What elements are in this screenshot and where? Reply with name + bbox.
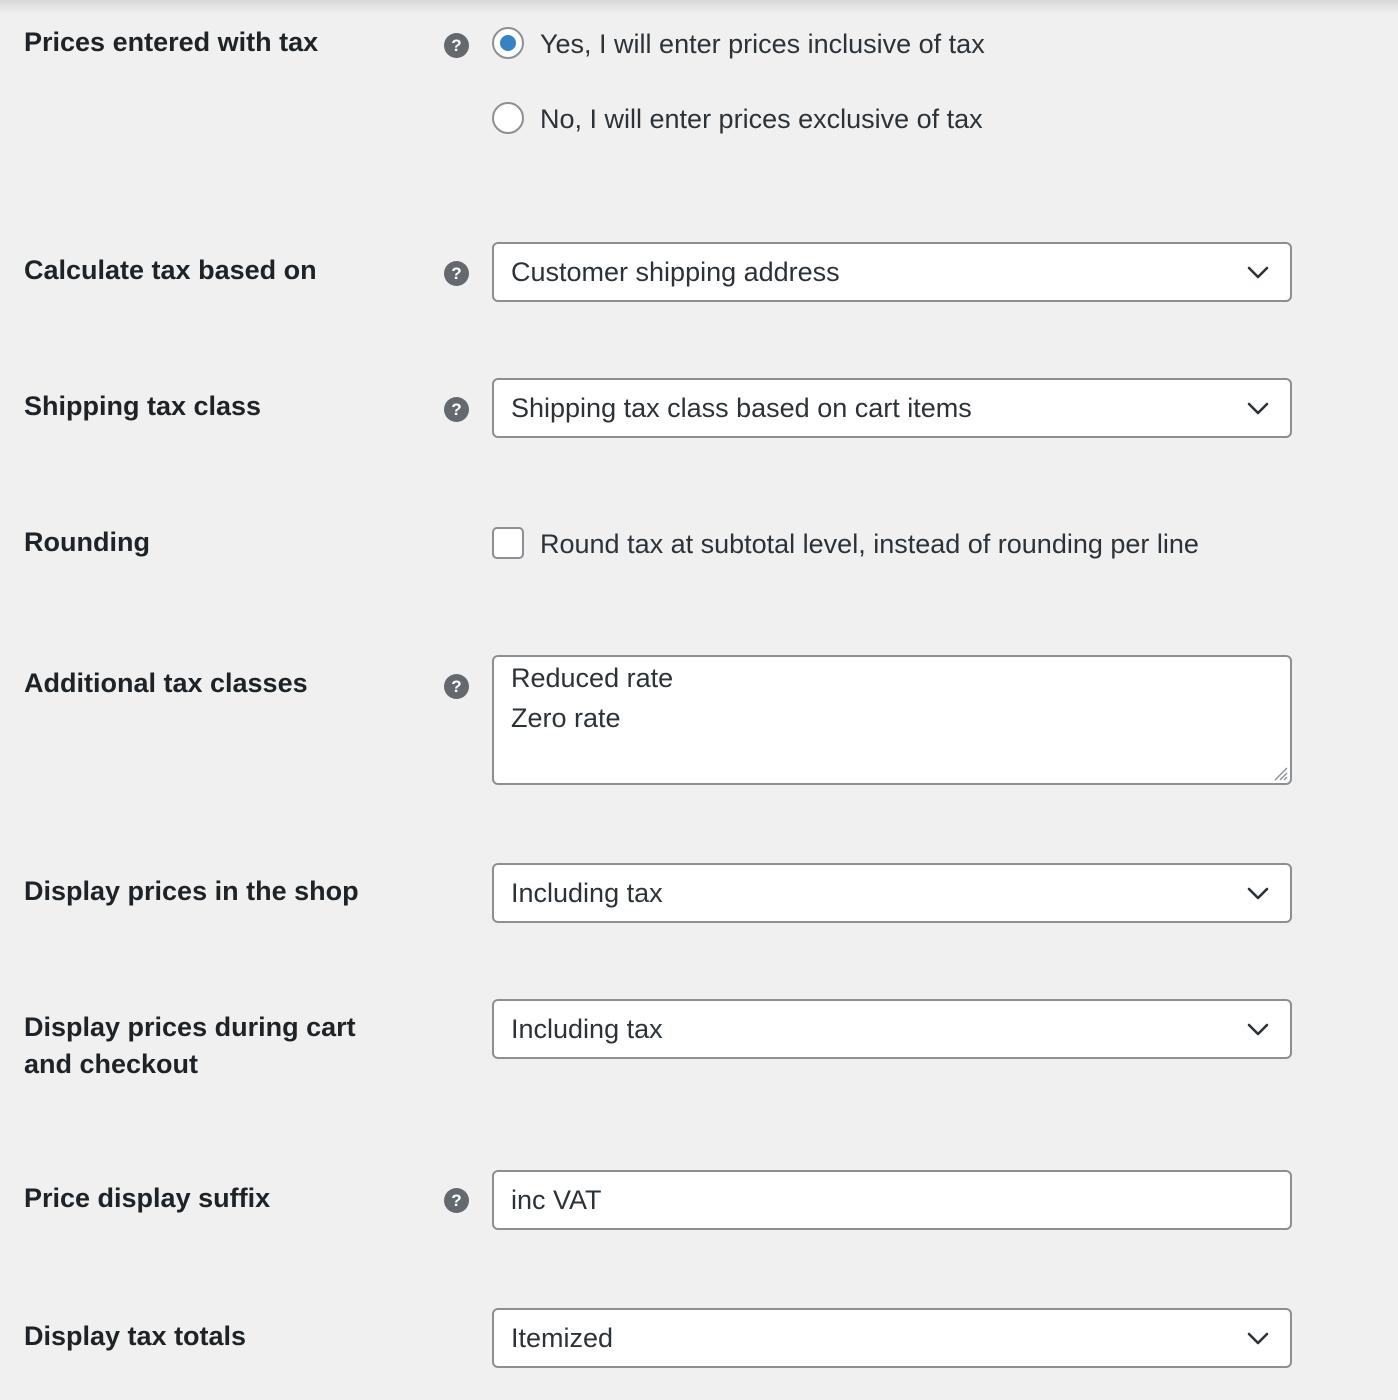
select-value: Itemized — [511, 1323, 614, 1353]
display-tax-totals-select[interactable] — [492, 1308, 1292, 1368]
input-value: inc VAT — [511, 1185, 602, 1215]
help-icon[interactable]: ? — [444, 674, 469, 699]
setting-label-line1: Display prices during cart — [24, 1012, 356, 1042]
help-icon[interactable]: ? — [444, 397, 469, 422]
chevron-down-icon — [1244, 879, 1272, 907]
setting-label: Display tax totals — [24, 1321, 247, 1351]
rounding-checkbox-label[interactable]: Round tax at subtotal level, instead of rounding per line — [540, 529, 1199, 559]
radio-prices-exclusive[interactable] — [492, 102, 524, 134]
select-value: Including tax — [511, 878, 663, 908]
help-icon[interactable]: ? — [444, 261, 469, 286]
setting-label: Calculate tax based on — [24, 255, 317, 285]
additional-tax-classes-textarea[interactable] — [492, 655, 1292, 785]
setting-label: Display prices in the shop — [24, 876, 359, 906]
setting-label: Shipping tax class — [24, 391, 262, 421]
chevron-down-icon — [1244, 1324, 1272, 1352]
shipping-tax-class-select[interactable] — [492, 378, 1292, 438]
help-icon[interactable]: ? — [444, 33, 469, 58]
setting-label: Rounding — [24, 527, 150, 557]
radio-selected-dot — [500, 35, 516, 51]
chevron-down-icon — [1244, 394, 1272, 422]
top-shadow — [0, 0, 1398, 14]
radio-prices-inclusive[interactable] — [492, 27, 524, 59]
textarea-line: Zero rate — [511, 703, 621, 733]
resize-handle-icon[interactable] — [1272, 765, 1288, 781]
setting-label: Additional tax classes — [24, 668, 308, 698]
chevron-down-icon — [1244, 258, 1272, 286]
setting-label-line2: and checkout — [24, 1049, 199, 1079]
setting-label: Price display suffix — [24, 1183, 271, 1213]
textarea-line: Reduced rate — [511, 663, 674, 693]
price-display-suffix-input[interactable] — [492, 1170, 1292, 1230]
select-value: Including tax — [511, 1014, 663, 1044]
radio-label-inclusive[interactable]: Yes, I will enter prices inclusive of tax — [540, 29, 985, 59]
select-value: Shipping tax class based on cart items — [511, 393, 972, 423]
display-prices-cart-select[interactable] — [492, 999, 1292, 1059]
select-value: Customer shipping address — [511, 257, 840, 287]
radio-label-exclusive[interactable]: No, I will enter prices exclusive of tax — [540, 104, 983, 134]
help-icon[interactable]: ? — [444, 1188, 469, 1213]
chevron-down-icon — [1244, 1015, 1272, 1043]
calculate-tax-based-on-select[interactable] — [492, 242, 1292, 302]
rounding-checkbox[interactable] — [492, 527, 524, 559]
display-prices-shop-select[interactable] — [492, 863, 1292, 923]
setting-label: Prices entered with tax — [24, 27, 319, 57]
